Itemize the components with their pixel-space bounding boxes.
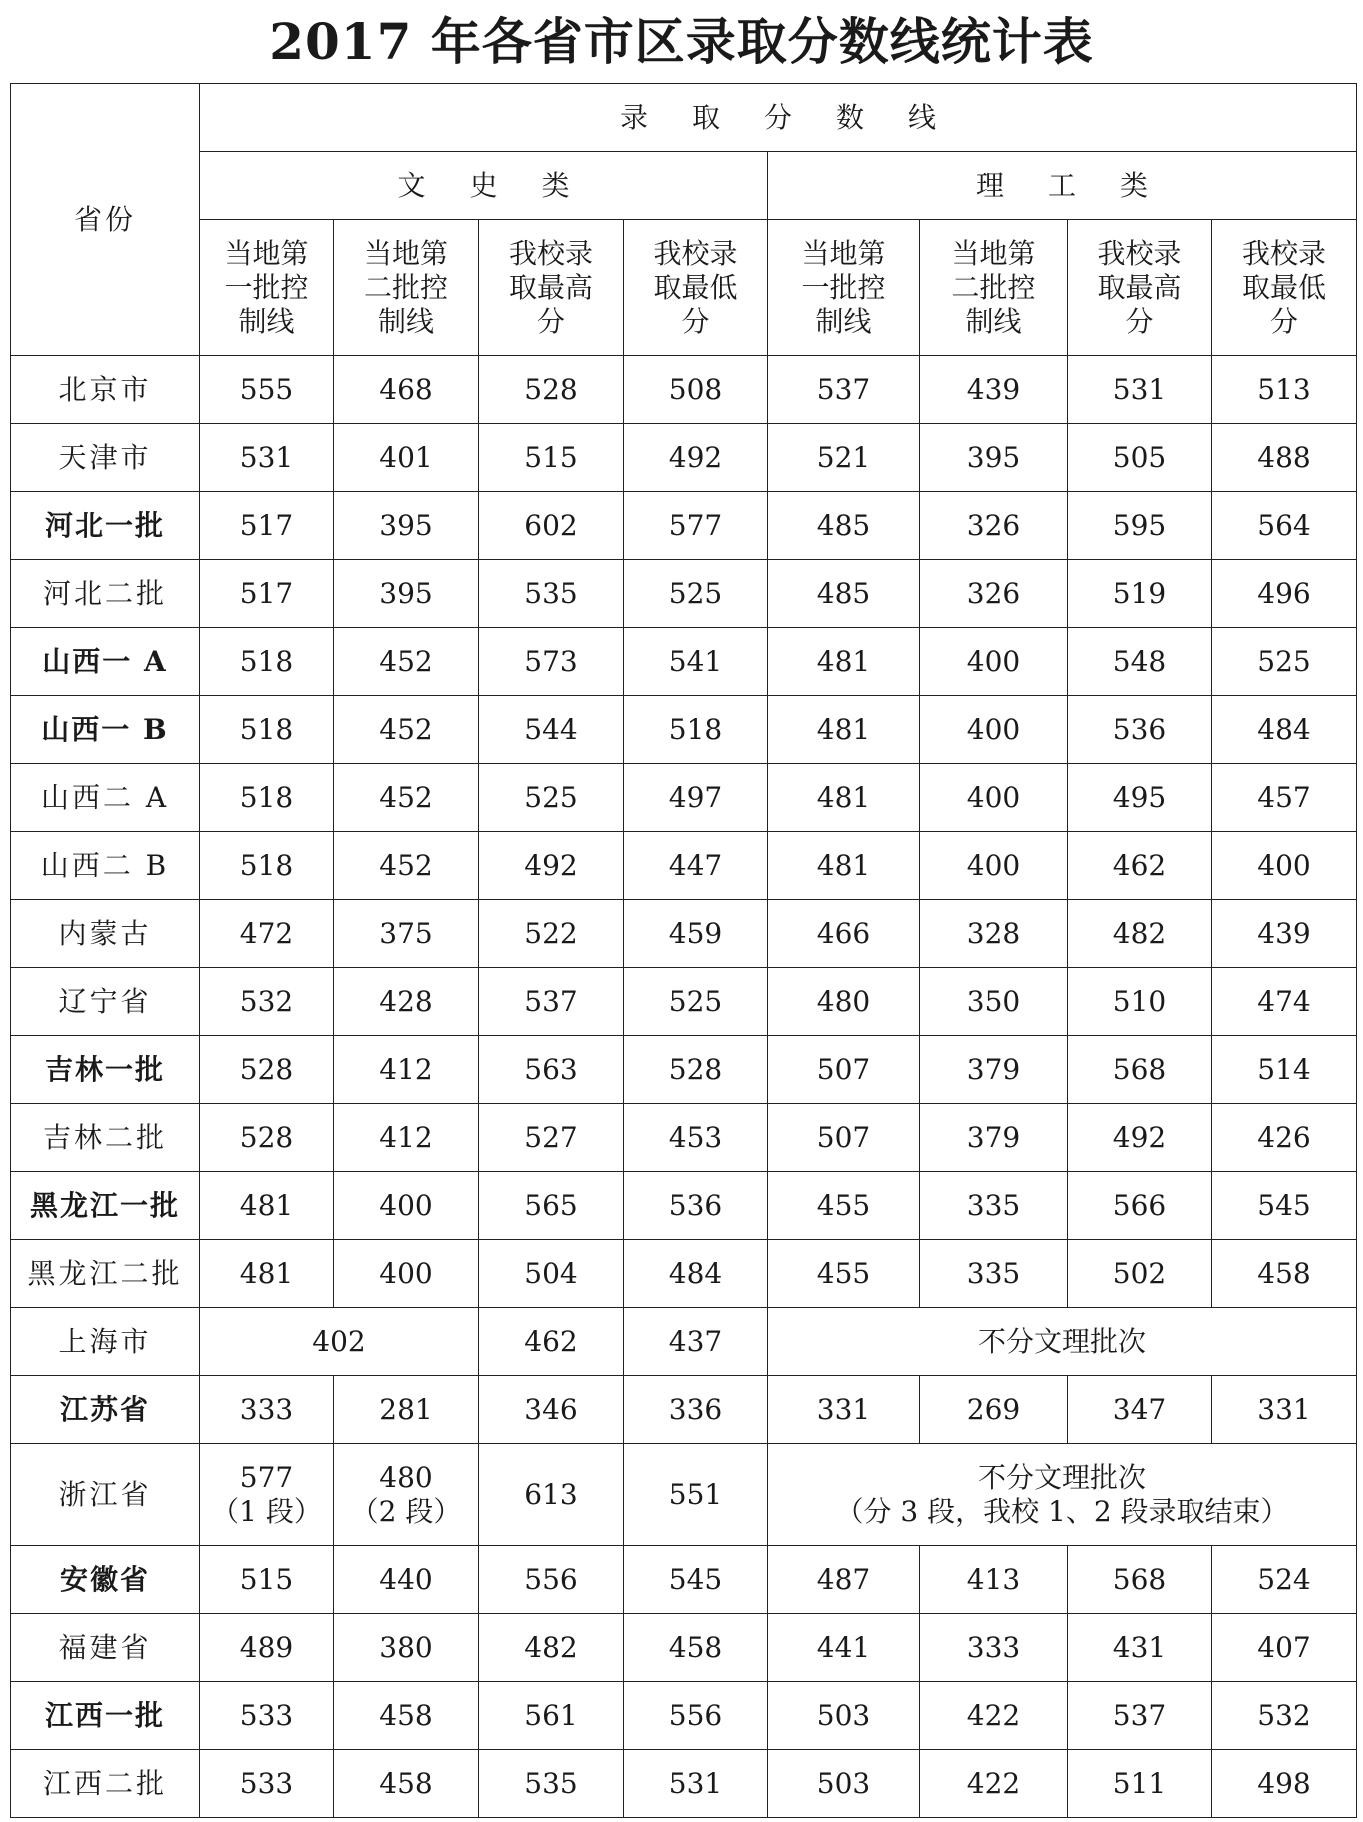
arts-header: 文史类 <box>200 152 768 220</box>
arts-score-cell <box>334 1444 479 1546</box>
arts-score-cell: 565 <box>479 1172 624 1240</box>
science-score-cell: 510 <box>1068 968 1212 1036</box>
column-header-line: 取最高 <box>1097 270 1182 304</box>
science-column-header <box>1068 220 1212 356</box>
province-cell: 吉林二批 <box>11 1104 200 1172</box>
science-score-cell: 568 <box>1068 1036 1212 1104</box>
province-cell: 山西二 B <box>11 832 200 900</box>
score-group-header: 录取分数线 <box>200 84 1357 152</box>
arts-score-cell: 346 <box>479 1376 624 1444</box>
science-score-cell: 455 <box>768 1240 920 1308</box>
science-score-cell: 548 <box>1068 628 1212 696</box>
province-cell: 安徽省 <box>11 1546 200 1614</box>
science-score-cell: 525 <box>1212 628 1357 696</box>
province-cell: 上海市 <box>11 1308 200 1376</box>
column-header-line: 我校录 <box>1242 236 1327 270</box>
science-score-cell: 537 <box>1068 1682 1212 1750</box>
science-score-cell: 379 <box>920 1036 1068 1104</box>
arts-score-cell: 453 <box>624 1104 768 1172</box>
table-row <box>11 900 1357 968</box>
science-note-cell <box>768 1444 1357 1546</box>
column-header-line: 当地第 <box>224 236 309 270</box>
arts-score-cell: 531 <box>624 1750 768 1818</box>
science-score-cell: 482 <box>1068 900 1212 968</box>
science-score-cell: 413 <box>920 1546 1068 1614</box>
arts-score-cell: 402 <box>200 1308 479 1376</box>
table-row <box>11 1240 1357 1308</box>
arts-score-cell: 515 <box>479 424 624 492</box>
arts-score-cell: 563 <box>479 1036 624 1104</box>
science-score-cell: 595 <box>1068 492 1212 560</box>
score-value: 480 <box>379 1460 433 1494</box>
arts-score-cell: 400 <box>334 1240 479 1308</box>
arts-score-cell: 551 <box>624 1444 768 1546</box>
science-score-cell: 513 <box>1212 356 1357 424</box>
arts-score-cell: 532 <box>200 968 334 1036</box>
province-cell: 黑龙江一批 <box>11 1172 200 1240</box>
province-cell: 山西一 A <box>11 628 200 696</box>
arts-score-cell: 440 <box>334 1546 479 1614</box>
science-score-cell: 485 <box>768 492 920 560</box>
column-header-line: 二批控 <box>951 270 1036 304</box>
table-row <box>11 492 1357 560</box>
province-cell: 江苏省 <box>11 1376 200 1444</box>
arts-score-cell: 555 <box>200 356 334 424</box>
science-score-cell: 328 <box>920 900 1068 968</box>
note-line: （分 3 段，我校 1、2 段录取结束） <box>835 1494 1289 1528</box>
science-score-cell: 566 <box>1068 1172 1212 1240</box>
science-score-cell: 537 <box>768 356 920 424</box>
arts-score-cell: 525 <box>624 968 768 1036</box>
science-score-cell: 521 <box>768 424 920 492</box>
science-score-cell: 481 <box>768 832 920 900</box>
arts-score-cell: 395 <box>334 492 479 560</box>
table-row <box>11 1036 1357 1104</box>
arts-score-cell: 517 <box>200 560 334 628</box>
arts-score-cell: 528 <box>200 1036 334 1104</box>
arts-score-cell: 561 <box>479 1682 624 1750</box>
science-score-cell: 524 <box>1212 1546 1357 1614</box>
column-header-line: 分 <box>536 304 565 338</box>
science-score-cell: 507 <box>768 1104 920 1172</box>
arts-score-cell: 533 <box>200 1682 334 1750</box>
province-cell: 辽宁省 <box>11 968 200 1036</box>
science-score-cell: 407 <box>1212 1614 1357 1682</box>
science-score-cell: 545 <box>1212 1172 1357 1240</box>
province-cell: 北京市 <box>11 356 200 424</box>
arts-score-cell: 556 <box>624 1682 768 1750</box>
arts-score-cell: 517 <box>200 492 334 560</box>
column-header-line: 当地第 <box>801 236 886 270</box>
science-score-cell: 400 <box>920 764 1068 832</box>
table-row <box>11 1546 1357 1614</box>
column-header-line: 当地第 <box>363 236 448 270</box>
arts-score-cell: 481 <box>200 1172 334 1240</box>
table-row <box>11 968 1357 1036</box>
column-header-line: 分 <box>1125 304 1154 338</box>
arts-score-cell: 492 <box>624 424 768 492</box>
column-header-line: 制线 <box>377 304 434 338</box>
arts-score-cell: 489 <box>200 1614 334 1682</box>
arts-score-cell: 508 <box>624 356 768 424</box>
arts-score-cell: 518 <box>624 696 768 764</box>
science-score-cell: 350 <box>920 968 1068 1036</box>
science-score-cell: 531 <box>1068 356 1212 424</box>
arts-score-cell: 462 <box>479 1308 624 1376</box>
science-score-cell: 502 <box>1068 1240 1212 1308</box>
science-score-cell: 474 <box>1212 968 1357 1036</box>
column-header-line: 制线 <box>238 304 295 338</box>
science-score-cell: 439 <box>920 356 1068 424</box>
column-header-line: 制线 <box>965 304 1022 338</box>
arts-score-cell: 375 <box>334 900 479 968</box>
column-header-line: 制线 <box>815 304 872 338</box>
science-score-cell: 335 <box>920 1240 1068 1308</box>
table-row <box>11 356 1357 424</box>
arts-score-cell: 518 <box>200 832 334 900</box>
arts-score-cell: 481 <box>200 1240 334 1308</box>
column-header-line: 分 <box>681 304 710 338</box>
arts-score-cell: 525 <box>479 764 624 832</box>
table-row <box>11 1172 1357 1240</box>
arts-score-cell: 518 <box>200 696 334 764</box>
science-score-cell: 485 <box>768 560 920 628</box>
column-header-line: 二批控 <box>363 270 448 304</box>
score-value: 577 <box>239 1460 294 1494</box>
arts-score-cell: 577 <box>624 492 768 560</box>
science-score-cell: 457 <box>1212 764 1357 832</box>
arts-column-header <box>334 220 479 356</box>
arts-score-cell: 458 <box>624 1614 768 1682</box>
arts-score-cell: 458 <box>334 1682 479 1750</box>
table-row <box>11 628 1357 696</box>
science-score-cell: 532 <box>1212 1682 1357 1750</box>
arts-score-cell: 400 <box>334 1172 479 1240</box>
arts-column-header <box>624 220 768 356</box>
arts-score-cell <box>200 1444 334 1546</box>
arts-column-header <box>479 220 624 356</box>
arts-score-cell: 537 <box>479 968 624 1036</box>
arts-score-cell: 497 <box>624 764 768 832</box>
science-score-cell: 458 <box>1212 1240 1357 1308</box>
province-header: 省份 <box>11 84 200 356</box>
arts-score-cell: 401 <box>334 424 479 492</box>
table-row <box>11 560 1357 628</box>
arts-score-cell: 556 <box>479 1546 624 1614</box>
science-score-cell: 480 <box>768 968 920 1036</box>
science-score-cell: 347 <box>1068 1376 1212 1444</box>
science-score-cell: 498 <box>1212 1750 1357 1818</box>
science-score-cell: 514 <box>1212 1036 1357 1104</box>
arts-score-cell: 528 <box>624 1036 768 1104</box>
science-score-cell: 269 <box>920 1376 1068 1444</box>
arts-score-cell: 602 <box>479 492 624 560</box>
arts-score-cell: 544 <box>479 696 624 764</box>
admission-score-table <box>10 83 1357 1818</box>
table-row <box>11 1376 1357 1444</box>
arts-score-cell: 281 <box>334 1376 479 1444</box>
arts-score-cell: 395 <box>334 560 479 628</box>
science-column-header <box>1212 220 1357 356</box>
science-score-cell: 536 <box>1068 696 1212 764</box>
arts-score-cell: 515 <box>200 1546 334 1614</box>
arts-score-cell: 452 <box>334 832 479 900</box>
science-score-cell: 487 <box>768 1546 920 1614</box>
arts-score-cell: 380 <box>334 1614 479 1682</box>
column-header-line: 一批控 <box>801 270 886 304</box>
arts-score-cell: 613 <box>479 1444 624 1546</box>
page-title: 2017 年各省市区录取分数线统计表 <box>269 12 1094 71</box>
science-column-header <box>920 220 1068 356</box>
science-score-cell: 488 <box>1212 424 1357 492</box>
arts-score-cell: 452 <box>334 696 479 764</box>
science-score-cell: 484 <box>1212 696 1357 764</box>
province-cell: 浙江省 <box>11 1444 200 1546</box>
table-row <box>11 424 1357 492</box>
arts-column-header <box>200 220 334 356</box>
segment-label: （1 段） <box>211 1494 322 1528</box>
note-line: 不分文理批次 <box>978 1460 1147 1494</box>
arts-score-cell: 484 <box>624 1240 768 1308</box>
arts-score-cell: 535 <box>479 560 624 628</box>
science-score-cell: 568 <box>1068 1546 1212 1614</box>
arts-score-cell: 482 <box>479 1614 624 1682</box>
science-score-cell: 455 <box>768 1172 920 1240</box>
table-row <box>11 1104 1357 1172</box>
science-score-cell: 395 <box>920 424 1068 492</box>
science-score-cell: 422 <box>920 1682 1068 1750</box>
province-cell: 河北二批 <box>11 560 200 628</box>
arts-score-cell: 528 <box>200 1104 334 1172</box>
column-header-line: 分 <box>1270 304 1299 338</box>
arts-score-cell: 525 <box>624 560 768 628</box>
science-score-cell: 441 <box>768 1614 920 1682</box>
science-score-cell: 326 <box>920 560 1068 628</box>
column-header-line: 取最高 <box>508 270 593 304</box>
province-cell: 吉林一批 <box>11 1036 200 1104</box>
column-header-line: 我校录 <box>1097 236 1182 270</box>
arts-score-cell: 452 <box>334 764 479 832</box>
science-score-cell: 400 <box>920 832 1068 900</box>
science-score-cell: 462 <box>1068 832 1212 900</box>
arts-score-cell: 459 <box>624 900 768 968</box>
arts-score-cell: 468 <box>334 356 479 424</box>
science-score-cell: 331 <box>1212 1376 1357 1444</box>
arts-score-cell: 412 <box>334 1104 479 1172</box>
science-score-cell: 505 <box>1068 424 1212 492</box>
table-row <box>11 1682 1357 1750</box>
science-score-cell: 495 <box>1068 764 1212 832</box>
table-row <box>11 832 1357 900</box>
arts-score-cell: 535 <box>479 1750 624 1818</box>
column-header-line: 取最低 <box>653 270 738 304</box>
province-cell: 天津市 <box>11 424 200 492</box>
science-score-cell: 481 <box>768 764 920 832</box>
province-cell: 河北一批 <box>11 492 200 560</box>
arts-score-cell: 518 <box>200 764 334 832</box>
science-score-cell: 496 <box>1212 560 1357 628</box>
arts-score-cell: 533 <box>200 1750 334 1818</box>
science-score-cell: 439 <box>1212 900 1357 968</box>
science-score-cell: 400 <box>920 696 1068 764</box>
arts-score-cell: 492 <box>479 832 624 900</box>
arts-score-cell: 522 <box>479 900 624 968</box>
science-score-cell: 333 <box>920 1614 1068 1682</box>
arts-score-cell: 412 <box>334 1036 479 1104</box>
table-row <box>11 764 1357 832</box>
table-row <box>11 1614 1357 1682</box>
arts-score-cell: 336 <box>624 1376 768 1444</box>
science-score-cell: 481 <box>768 696 920 764</box>
column-header-line: 一批控 <box>224 270 309 304</box>
arts-score-cell: 447 <box>624 832 768 900</box>
science-score-cell: 400 <box>920 628 1068 696</box>
arts-score-cell: 458 <box>334 1750 479 1818</box>
table-row <box>11 696 1357 764</box>
science-score-cell: 422 <box>920 1750 1068 1818</box>
science-score-cell: 426 <box>1212 1104 1357 1172</box>
province-cell: 内蒙古 <box>11 900 200 968</box>
column-header-line: 我校录 <box>653 236 738 270</box>
science-header: 理工类 <box>768 152 1357 220</box>
science-score-cell: 431 <box>1068 1614 1212 1682</box>
science-score-cell: 507 <box>768 1036 920 1104</box>
province-cell: 黑龙江二批 <box>11 1240 200 1308</box>
science-score-cell: 503 <box>768 1750 920 1818</box>
table-row <box>11 1308 1357 1376</box>
arts-score-cell: 437 <box>624 1308 768 1376</box>
science-score-cell: 331 <box>768 1376 920 1444</box>
science-score-cell: 400 <box>1212 832 1357 900</box>
science-note-cell: 不分文理批次 <box>768 1308 1357 1376</box>
arts-score-cell: 504 <box>479 1240 624 1308</box>
science-score-cell: 503 <box>768 1682 920 1750</box>
arts-score-cell: 545 <box>624 1546 768 1614</box>
province-cell: 山西二 A <box>11 764 200 832</box>
province-cell: 福建省 <box>11 1614 200 1682</box>
arts-score-cell: 527 <box>479 1104 624 1172</box>
arts-score-cell: 428 <box>334 968 479 1036</box>
science-score-cell: 379 <box>920 1104 1068 1172</box>
segment-label: （2 段） <box>350 1494 462 1528</box>
science-score-cell: 519 <box>1068 560 1212 628</box>
science-score-cell: 335 <box>920 1172 1068 1240</box>
arts-score-cell: 541 <box>624 628 768 696</box>
table-row <box>11 1444 1357 1546</box>
province-cell: 江西二批 <box>11 1750 200 1818</box>
arts-score-cell: 573 <box>479 628 624 696</box>
science-score-cell: 492 <box>1068 1104 1212 1172</box>
science-score-cell: 326 <box>920 492 1068 560</box>
table-row <box>11 1750 1357 1818</box>
science-score-cell: 511 <box>1068 1750 1212 1818</box>
science-column-header <box>768 220 920 356</box>
arts-score-cell: 528 <box>479 356 624 424</box>
science-score-cell: 564 <box>1212 492 1357 560</box>
column-header-line: 当地第 <box>951 236 1036 270</box>
science-score-cell: 466 <box>768 900 920 968</box>
arts-score-cell: 333 <box>200 1376 334 1444</box>
science-score-cell: 481 <box>768 628 920 696</box>
arts-score-cell: 452 <box>334 628 479 696</box>
arts-score-cell: 536 <box>624 1172 768 1240</box>
arts-score-cell: 531 <box>200 424 334 492</box>
province-cell: 江西一批 <box>11 1682 200 1750</box>
column-header-line: 我校录 <box>508 236 593 270</box>
arts-score-cell: 518 <box>200 628 334 696</box>
province-cell: 山西一 B <box>11 696 200 764</box>
arts-score-cell: 472 <box>200 900 334 968</box>
column-header-line: 取最低 <box>1242 270 1327 304</box>
